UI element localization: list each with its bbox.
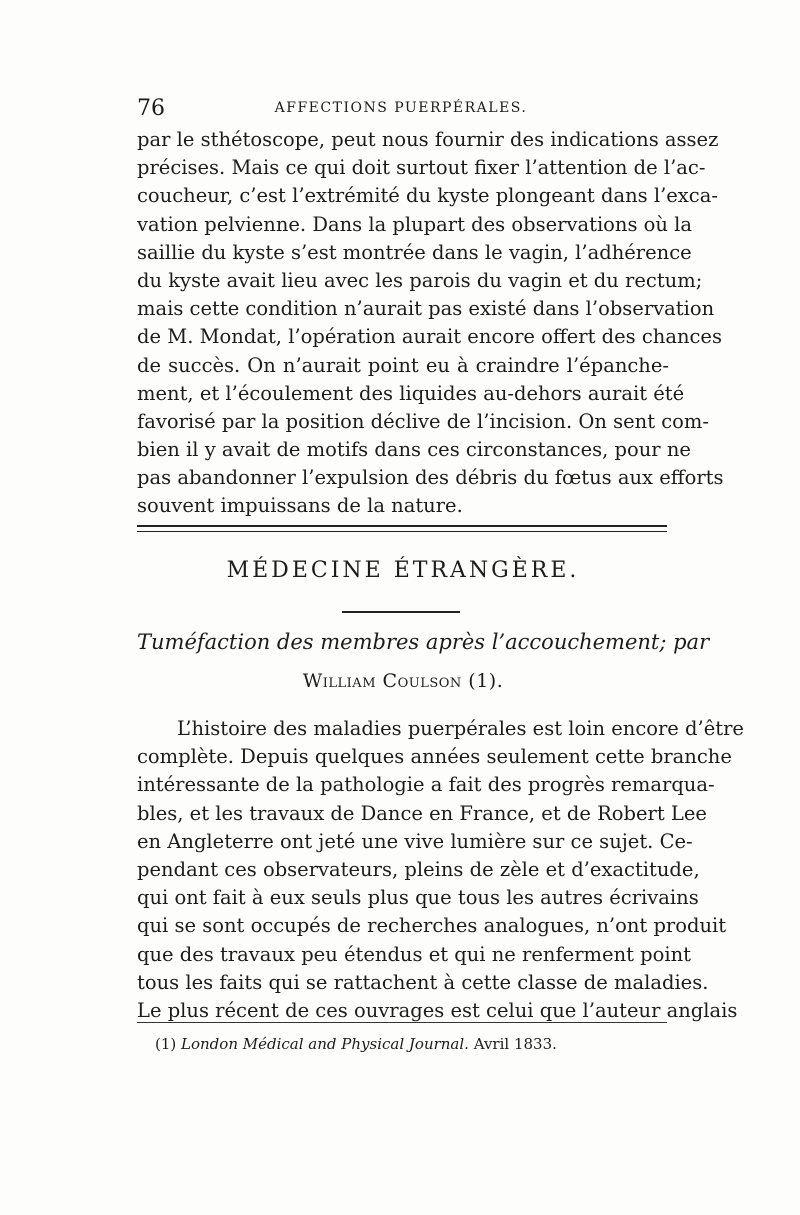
text-line: bles, et les travaux de Dance en France, et de Robert Lee: [137, 801, 707, 825]
text-line: tous les faits qui se rattachent à cette classe de maladies.: [137, 970, 709, 994]
footnote: [155, 1035, 557, 1053]
text-line: bien il y avait de motifs dans ces circonstances, pour ne: [137, 438, 691, 462]
text-line: ment, et l’écoulement des liquides au-dehors aurait été: [137, 381, 685, 405]
text-line: que des travaux peu étendus et qui ne renferment point: [137, 942, 692, 966]
text-line: du kyste avait lieu avec les parois du vagin et du rectum;: [137, 268, 703, 292]
text-line: précises. Mais ce qui doit surtout fixer l’attention de l’ac-: [137, 156, 706, 180]
footnote-date: Avril 1833.: [473, 1035, 557, 1053]
text-line: pendant ces observateurs, pleins de zèle et d’exactitude,: [137, 857, 700, 881]
text-line: L’histoire des maladies puerpérales est loin encore d’être: [177, 717, 744, 740]
text-line: pas abandonner l’expulsion des débris du fœtus aux efforts: [137, 466, 724, 490]
paragraph-continued: [137, 126, 724, 521]
text-line: de M. Mondat, l’opération aurait encore offert des chances: [137, 325, 722, 349]
page-number: 76: [137, 96, 165, 121]
text-line: qui ont fait à eux seuls plus que tous les autres écrivains: [137, 886, 699, 910]
footnote-marker: (1): [155, 1035, 177, 1053]
text-line: coucheur, c’est l’extrémité du kyste plongeant dans l’exca-: [137, 184, 718, 208]
article-title: Tuméfaction des membres après l’accouchement; par: [137, 630, 710, 654]
text-line: Le plus récent de ces ouvrages est celui que l’auteur anglais: [137, 998, 738, 1022]
text-line: qui se sont occupés de recherches analogues, n’ont produit: [137, 914, 727, 938]
text-line: vation pelvienne. Dans la plupart des observations où la: [137, 212, 693, 236]
section-title: MÉDECINE ÉTRANGÈRE.: [226, 558, 580, 583]
text-line: complète. Depuis quelques années seulement cette branche: [137, 745, 732, 769]
article-paragraph: [137, 715, 744, 1025]
article-author: William Coulson (1).: [302, 670, 504, 692]
title-rule: [342, 611, 460, 613]
section-divider: [137, 525, 667, 527]
footnote-rule: [137, 1022, 667, 1023]
text-line: par le sthétoscope, peut nous fournir des indications assez: [137, 128, 719, 151]
text-line: souvent impuissans de la nature.: [137, 494, 463, 518]
running-title: AFFECTIONS PUERPÉRALES.: [274, 100, 528, 116]
section-divider-thin: [137, 531, 667, 532]
text-line: favorisé par la position déclive de l’incision. On sent com-: [137, 409, 709, 433]
running-head: [137, 96, 665, 124]
text-line: intéressante de la pathologie a fait des progrès remarqua-: [137, 773, 715, 797]
text-line: saillie du kyste s’est montrée dans le vagin, l’adhérence: [137, 240, 692, 264]
text-line: mais cette condition n’aurait pas existé dans l’observation: [137, 297, 715, 321]
text-line: de succès. On n’aurait point eu à craindre l’épanche-: [137, 353, 669, 377]
footnote-journal: London Médical and Physical Journal.: [181, 1035, 469, 1053]
text-line: en Angleterre ont jeté une vive lumière sur ce sujet. Ce-: [137, 829, 693, 853]
